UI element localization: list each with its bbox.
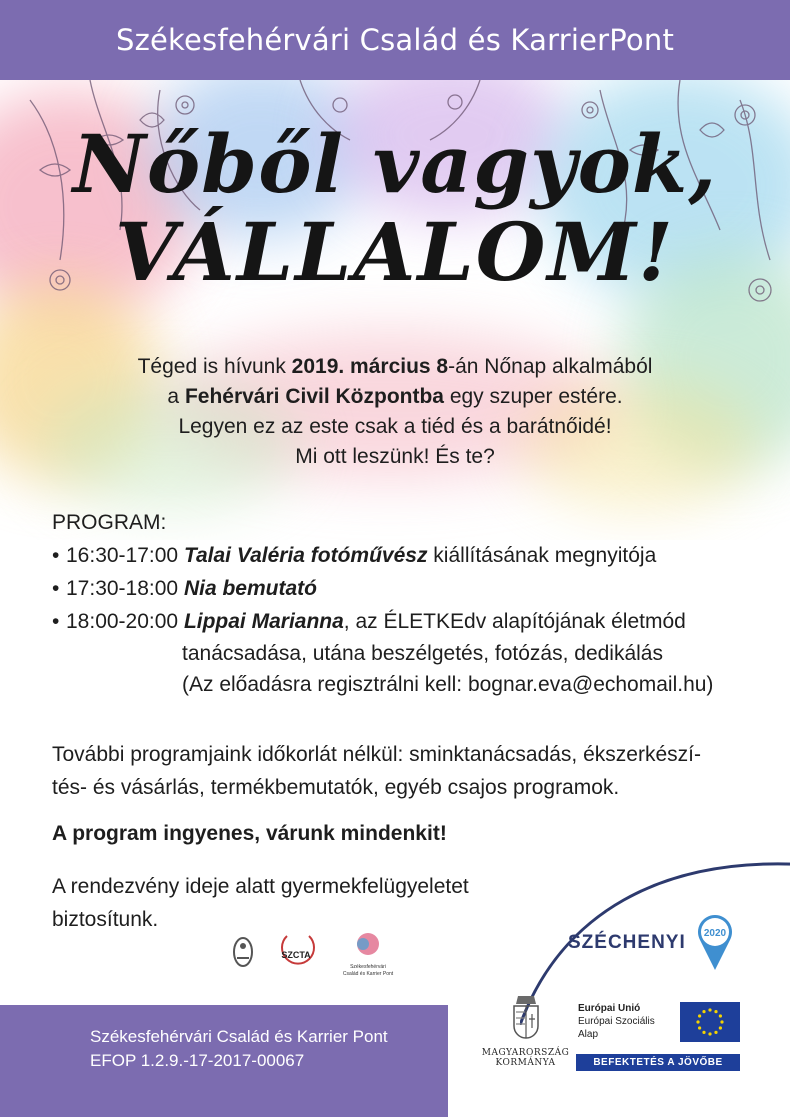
svg-text:Család és Karrier Pont: Család és Karrier Pont [342, 971, 394, 977]
eu-star-icon [708, 1008, 711, 1011]
eu-fund-text: Európai Unió Európai Szociális Alap [578, 1003, 655, 1040]
footer-organization: Székesfehérvári Család és Karrier Pont [90, 1027, 388, 1046]
eu-star-icon [708, 1032, 711, 1035]
szcta-logo [281, 936, 314, 964]
invite-line-2: a Fehérvári Civil Központba egy szuper estére. [167, 385, 623, 408]
invite-line-3: Legyen ez az este csak a tiéd és a barátnőidé! [178, 415, 612, 438]
program-heading: PROGRAM: [52, 511, 167, 534]
svg-text:2020: 2020 [703, 928, 727, 939]
organization-title: Székesfehérvári Család és KarrierPont [115, 23, 675, 57]
program-item: • 18:00-20:00 Lippai Marianna, az ÉLETKEdv alapítójának életmód [52, 610, 686, 633]
eu-star-icon [702, 1031, 705, 1034]
coat-of-arms-icon [506, 990, 546, 1048]
partner-logos [225, 930, 405, 985]
footer-bar [0, 1005, 448, 1117]
government-line-1: MAGYARORSZÁG [481, 1048, 570, 1058]
header-bar [0, 0, 790, 80]
eu-funding-logo [572, 998, 742, 1078]
headline-line-1: Nőből vagyok, [72, 117, 718, 211]
program-item-continuation: tanácsadása, utána beszélgetés, fotózás, dedikálás [182, 642, 663, 665]
invite-line-1: Téged is hívunk 2019. március 8-án Nőnap alkalmából [137, 355, 653, 378]
eu-star-icon [698, 1026, 701, 1029]
footer-project-code: EFOP 1.2.9.-17-2017-00067 [90, 1051, 305, 1070]
registration-note: (Az előadásra regisztrálni kell: bognar.eva@echomail.hu) [182, 673, 714, 696]
invitation-text [0, 352, 790, 472]
partner-emblem-icon [234, 938, 252, 966]
invest-in-future-banner: BEFEKTETÉS A JÖVŐBE [576, 1054, 740, 1071]
karrierpont-logo [343, 933, 394, 977]
government-line-2: KORMÁNYA [495, 1058, 556, 1068]
eu-flag-icon [680, 1002, 740, 1042]
additional-programs: További programjaink időkorlát nélkül: sminktanácsadás, ékszerkészí- tés- és vásárlás, termékbemutatók, egyéb csajos programok. [52, 743, 701, 799]
eu-star-icon [702, 1010, 705, 1013]
invite-line-4: Mi ott leszünk! És te? [295, 445, 495, 468]
program-item: • 17:30-18:00 Nia bemutató [52, 577, 317, 600]
government-logo [478, 990, 573, 1105]
headline [0, 117, 790, 299]
svg-text:Székesfehérvári: Székesfehérvári [350, 964, 386, 970]
szechenyi-pin-icon [694, 910, 736, 972]
free-entry-note: A program ingyenes, várunk mindenkit! [52, 822, 447, 845]
childcare-note: A rendezvény ideje alatt gyermekfelügyeletet biztosítunk. [52, 875, 469, 931]
eu-star-icon [696, 1020, 699, 1023]
eu-star-icon [714, 1010, 717, 1013]
svg-text:SZCTA: SZCTA [281, 950, 311, 960]
program-item: • 16:30-17:00 Talai Valéria fotóművész kiállításának megnyitója [52, 544, 657, 567]
eu-star-icon [698, 1014, 701, 1017]
program-list [52, 506, 772, 700]
szechenyi-logo-text: SZÉCHENYI [568, 932, 686, 953]
eu-star-icon [714, 1031, 717, 1034]
eu-star-icon [719, 1026, 722, 1029]
headline-line-2: VÁLLALOM! [114, 205, 676, 299]
eu-star-icon [720, 1020, 723, 1023]
eu-star-icon [719, 1014, 722, 1017]
